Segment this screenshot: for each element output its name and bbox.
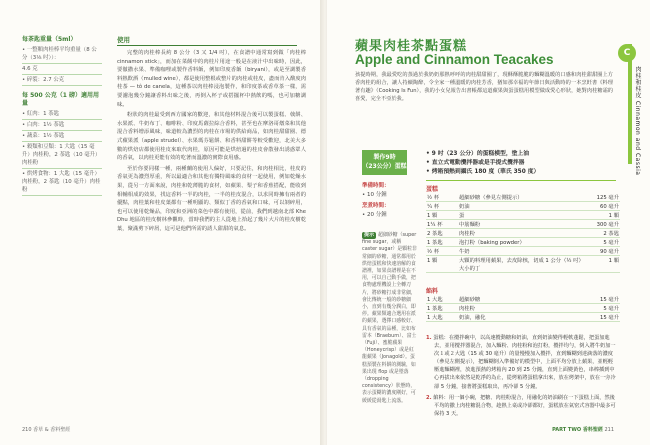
ingredient-name: 超細砂糖 [458, 295, 590, 304]
ingredient-amount: ½ 杯 [426, 193, 444, 202]
nutrition-row: 4.6 克 [22, 64, 102, 75]
ingredient-name: 奶油，融化 [458, 313, 590, 322]
ingredient-unit [444, 220, 458, 229]
ingredient-amount: 1 茶匙 [426, 304, 444, 313]
ingredient-name: 牛奶 [458, 247, 590, 256]
recipe-intro: 孩提時期，我最愛吃的蒸過於我奶奶那熱呼呼的肉桂甜甜圈了，現酥酥脆脆的麵糊溫暖的口感和肉桂甜甜圈上方香肉桂的組合，讓人持續陶醉，令全家一種溫暖的肉桂芳香，猶如那幸福的年節日與活動時的一本烹飪書《料理著有趣》（Cooking Is Fun），我的小女兒報告出書帳都這道蘋果與蛋蛋糕用模型做成愛心形狀，她對肉桂糖霜的喜愛，完全不亞於我。 [355, 72, 613, 102]
ingredient-row [426, 304, 620, 313]
yield-box-line: 製作9時 [373, 154, 396, 161]
page-number-left: 210 香草 & 香料聖經 [22, 427, 71, 433]
ingredient-metric: 2 茶匙 [590, 229, 620, 238]
recipe-title-english: Apple and Cinnamon Teacakes [355, 52, 554, 67]
cake-ingredients-table [426, 193, 620, 273]
ingredient-unit [444, 238, 458, 247]
usage-row: • 紅肉：1 茶匙 [22, 109, 102, 120]
usage-heading: 每 500 公克（1 磅）適用用量 [22, 92, 99, 107]
tip-badge: 提示 [364, 232, 375, 238]
step-number: 2. [426, 394, 432, 401]
nutrition-row: • 碎裂：2.7 公克 [22, 75, 102, 86]
cook-label: 烹煮時間： [362, 203, 390, 209]
ingredient-metric: 90 毫升 [590, 247, 620, 256]
ingredient-metric: 5 毫升 [590, 238, 620, 247]
section-title: 使用 [117, 36, 130, 44]
topping-heading: 餡料 [426, 288, 439, 295]
ingredient-name: 中筋麵粉 [458, 220, 590, 229]
ingredient-row [426, 229, 620, 238]
ingredient-row [426, 211, 620, 220]
ingredient-metric: 5 毫升 [590, 304, 620, 313]
ingredient-amount: 1 顆 [426, 211, 444, 220]
nutrition-row: • 一整顆肉桂棒平均重量（8 公分（3⅛ 吋））： [22, 45, 102, 64]
ingredient-name: 蛋 [458, 211, 590, 220]
ingredient-metric: 1 顆 [590, 256, 620, 273]
equipment-item: • 直立式電動攪拌器或是手提式攪拌器 [426, 160, 525, 166]
paragraph: 粉狀的肉桂最受到西方國家的歡迎，和其他材料混合後可以製蛋糕、戟餅、水果派、牛奶布丁、咖啡粉、印度馬薩拉綜合香料，甚至也在摩洛哥燉菜和其他混合香料增添風味，味道較為濃烈的肉桂在市場的供給商品，如肉桂甜甜圈、德式蘋果派（apple strudel）、水果瑪芬鬆餅、和香料甜餅等較受歡迎，北美大多數的烘焙店都使用桂皮來取代肉桂，原因可能是烘焙過的桂皮會散發出誘惑眾人的香氣，以肉桂更能有效的吃著而溫濃的實際食用感。 [117, 112, 306, 162]
equipment-rule [426, 180, 616, 181]
step-number: 1. [426, 335, 432, 341]
recipe-title-chinese: 蘋果肉桂茶點蛋糕 [355, 39, 468, 54]
ingredient-row [426, 256, 620, 273]
ingredient-unit [444, 211, 458, 220]
cake-heading: 蛋糕 [426, 186, 439, 193]
cook-value: • 20 分鐘 [362, 211, 387, 218]
tip-box [362, 232, 417, 405]
ingredient-row [426, 220, 620, 229]
ingredient-unit [444, 256, 458, 273]
usage-row: • 蔬菜：1½ 茶匙 [22, 131, 102, 142]
ingredient-name: 奶油 [458, 202, 590, 211]
ingredient-unit [444, 295, 458, 304]
method-step [426, 334, 616, 391]
ingredient-row [426, 247, 620, 256]
paragraph: 至於你要同樣一種，兩種蘭的使用人偏好，只要記住，和肉桂相比，桂皮的香氣更為濃烈厚重，所以最適合和其他有獨特風味的食材一起使用，例如乾燥水果，從另一方面來說，肉桂和乾薄脆的食材，如蘋果、梨子和香蕉搭配，能收到相輔相成的效果，找這香料一半的肉桂，一半的桂皮混合，以求同時擁有兩者的優點，肉桂葉和桂皮葉都有一種明顯的、類似丁香的香氣和口味，可以剝碎用，也可以使用乾燥品，印度和亞洲的菜色中都有使用，從前，我們到越南北部 Khe Dhu 地區的桂皮樹林參觀時，當時我們的主人從地上拾起了幾片大片的桂皮樹乾葉，聚滿剪下碎屑，這可是他們所需的誘人甜甜的氣息。 [117, 165, 306, 232]
prep-label: 準備時間： [362, 183, 390, 189]
ingredient-unit [444, 304, 458, 313]
step-text: 蛋糕：在攪拌碗中，以高速攪動糖和奶油，直到奶油變得輕軟蓬鬆，把蛋加進去，並用攪拌器混合，加入麵粉、肉桂粉和泡打粉，攪拌均勻，倒入將牛奶加一次１或２大匙（15 或 30 毫升）的量慢慢加入攪拌，直到麵糊到達滴落的濃度（參見左側提示），把麵糊倒入準備好的模型中，上面平均分放上蘋果，並輕輕壓進麵糊裡，放進預熱的烤箱內 20 到 25 分鐘，直到上面變黃色，串棒插到中心再拔出來依然是乾淨的為止，從烤箱將蛋糕拿出來，放在烤架中，放在一旁冷卻 5 分鐘，接著將蛋糕取出，再冷卻 5 分鐘。 [433, 335, 616, 390]
left-page [0, 0, 323, 445]
yield-box [362, 150, 407, 175]
ingredient-metric: 300 毫升 [590, 220, 620, 229]
tip-text: 超細砂糖（super fine sugar，或稱 caster sugar）是顆粒非常細的砂糖，通常都用於烘焙蛋糕和快速溶解的食譜裡，如果食譜裡是在不用，可以自己動手做，把食物處理機設上全轉刀片，將砂糖打成非常細，會比傳統一般的砂糖細小，直到有幾分潤白，即停。蘋果類適合選用在派的蘋果，選擇口感較好、具有香氣的品種，比如布雷本（Braeburn）、富士（Fuji）、蜜脆蘋果（Honeycrisp）或是紅龍蘋果（Jonagold）。蛋糕預製在料餅的測驗，如果出現 flop 或是墜落（dropping consistency）狀態時，表示蛋糊的濃度剛好，可緩緩從湯匙上流落。 [362, 232, 417, 404]
ingredient-row [426, 295, 620, 304]
ingredient-name: 肉桂粉 [458, 229, 590, 238]
ingredient-amount: ¼ 杯 [426, 202, 444, 211]
usage-row: • 烘烤食物：1 大匙（15 毫升）肉桂粉，2 茶匙（10 毫升）肉桂粉 [22, 169, 102, 196]
equipment-item: • 9 吋（23 公分）的蛋糕模型，塗上油 [426, 151, 530, 157]
equipment-item: • 烤箱預熱到攝氏 180 度（華氏 350 度） [426, 169, 540, 175]
yield-box-line: （23公分）蛋糕 [362, 163, 407, 170]
ingredient-unit [444, 247, 458, 256]
nutrition-heading: 每茶匙重量（5ml） [22, 36, 77, 43]
ingredient-row [426, 202, 620, 211]
topping-ingredients-table [426, 295, 620, 322]
ingredient-unit [444, 202, 458, 211]
time-info [362, 182, 417, 219]
page-number-right [552, 426, 614, 433]
ingredient-metric: 15 毫升 [590, 295, 620, 304]
usage-row: • 白肉：1½ 茶匙 [22, 120, 102, 131]
section-rule [117, 45, 297, 46]
ingredient-name: 肉桂粉 [458, 304, 590, 313]
ingredient-name: 大顆的料理用蘋果，去皮除核，切成 1 公分（½ 吋）大小的丁 [458, 256, 590, 273]
ingredient-metric: 1 顆 [590, 211, 620, 220]
ingredient-metric: 125 毫升 [590, 193, 620, 202]
ingredient-name: 泡打粉（baking powder） [458, 238, 590, 247]
method-step [426, 394, 616, 418]
ingredient-amount: 1 大匙 [426, 313, 444, 322]
ingredient-unit [444, 313, 458, 322]
article-body [117, 49, 306, 235]
paragraph: 完整的肉桂棒長約 8 公分（3 又 1/4 吋），在食譜中通常寫到做「肉桂棒 cinnamon stick」，而加在菜餚中的肉桂片用途一般是在液汁中出味時，因此，要徹撒水果、準備咖哩或製作香料飯，例如印度香飯（biryani），或是至調製香料熱飲酒（mulled wine），都是使用整根或整片的肉桂或桂皮，盡而肯入酸度肉桂茶 — tô de canela，這種茶以肉桂棒浸泡製作，和印度茶或香草茶一樣，需要濾泡幾分鐘讓香料出味之後，再倒入杯子或搭擺杯中熱飲的嗎，也可加糖調味。 [117, 50, 306, 108]
chapter-tab [616, 44, 650, 224]
prep-value: • 10 分鐘 [362, 191, 387, 198]
ingredient-amount: 1¼ 杯 [426, 220, 444, 229]
ingredient-amount: 1 大匙 [427, 297, 443, 303]
ingredient-unit [444, 229, 458, 238]
ingredient-row [426, 238, 620, 247]
chapter-name: 肉桂和桂皮 Cinnamon and Cassia [634, 66, 641, 176]
ingredient-metric: 60 毫升 [590, 202, 620, 211]
ingredient-row [426, 313, 620, 322]
ingredient-name: 超細砂糖（參見左側提示） [458, 193, 590, 202]
page-number: 211 [604, 427, 614, 433]
ingredient-amount: 1 顆 [426, 256, 444, 273]
ingredient-row [426, 193, 620, 202]
ingredient-amount: ½ 杯 [426, 247, 444, 256]
chapter-letter: C [618, 44, 636, 62]
ingredient-metric: 15 毫升 [590, 313, 620, 322]
nutrition-sidebar [22, 36, 102, 196]
ingredient-unit [444, 193, 458, 202]
part-label: PART TWO 香料聖經 [552, 427, 603, 433]
equipment-list [426, 150, 616, 177]
step-text: 餡料：用一個小碗，把糖、肉桂粉混合，用融化的奶油刷在一下蛋糕上面，然後平均的撒上肉桂糖混合物，趁熱上桌或冷卻都好，蛋糕放在氣密式容器中最多可保持 3 天。 [433, 394, 616, 417]
ingredient-amount: 2 茶匙 [426, 229, 444, 238]
ingredient-amount: 1 茶匙 [426, 238, 444, 247]
usage-row: • 穀類和豆類：1 大匙（15 毫升）肉桂粉，2 茶匙（10 毫升）肉桂粉 [22, 142, 102, 169]
method-steps [426, 334, 616, 421]
